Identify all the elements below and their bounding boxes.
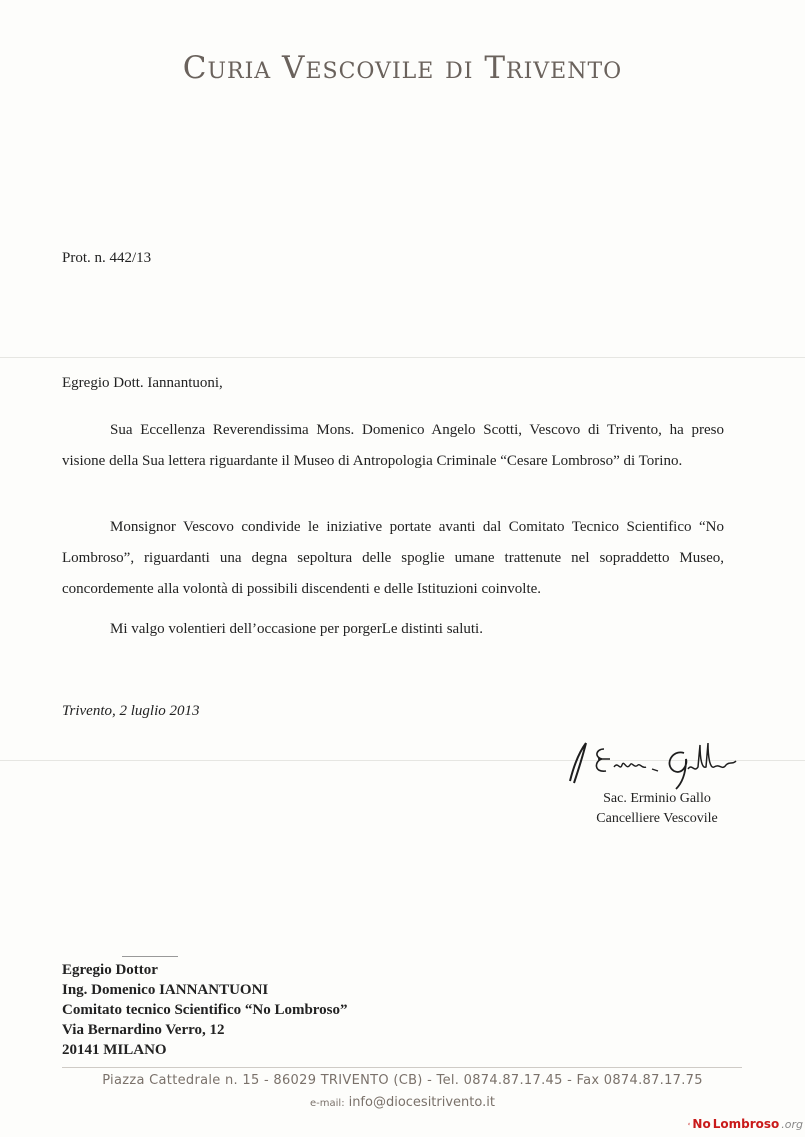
addressee-line-4: Via Bernardino Verro, 12 [62,1022,225,1038]
addressee-line-5: 20141 MILANO [62,1042,167,1058]
handwritten-signature [560,735,745,791]
body-paragraph-3: Mi valgo volentieri dell’occasione per porgerLe distinti saluti. [110,621,483,637]
addressee-block [62,960,348,1060]
footer-email-line [0,1095,805,1110]
email-address: info@diocesitrivento.it [348,1095,495,1110]
addressee-divider [122,956,178,957]
watermark-prefix: No [692,1117,711,1131]
place-and-date: Trivento, 2 luglio 2013 [62,703,200,719]
addressee-line-2: Ing. Domenico IANNANTUONI [62,982,269,998]
body-paragraph-1: Sua Eccellenza Reverendissima Mons. Domenico Angelo Scotti, Vescovo di Trivento, ha preso visione della Sua lettera riguardante il Museo di Antropologia Criminale “Cesare Lombroso” di Torino. [62,422,724,469]
footer-address: Piazza Cattedrale n. 15 - 86029 TRIVENTO (CB) - Tel. 0874.87.17.45 - Fax 0874.87.17.75 [102,1073,703,1088]
watermark-logo [688,1115,803,1133]
watermark-suffix: .org [781,1117,803,1131]
signer-name: Sac. Erminio Gallo [603,791,711,806]
paper-fold-top [0,357,805,358]
watermark-name: Lombroso [712,1117,780,1131]
body-paragraph-2: Monsignor Vescovo condivide le iniziative portate avanti dal Comitato Tecnico Scientifico “No Lombroso”, riguardanti una degna sepoltura delle spoglie umane trattenute nel sopraddetto Museo, concordemente alla volontà di possibili discendenti e delle Istituzioni coinvolte. [62,519,724,597]
signature-icon [560,735,745,791]
addressee-line-1: Egregio Dottor [62,962,158,978]
footer-divider [62,1067,742,1068]
no-symbol-icon [688,1116,690,1132]
protocol-number: Prot. n. 442/13 [62,250,152,266]
signer-title: Cancelliere Vescovile [596,811,718,826]
email-label: e-mail: [310,1098,345,1109]
letterhead-title: Curia Vescovile di Trivento [182,50,623,86]
addressee-line-3: Comitato tecnico Scientifico “No Lombroso” [62,1002,348,1018]
signer-block [582,789,732,829]
salutation: Egregio Dott. Iannantuoni, [62,375,223,391]
